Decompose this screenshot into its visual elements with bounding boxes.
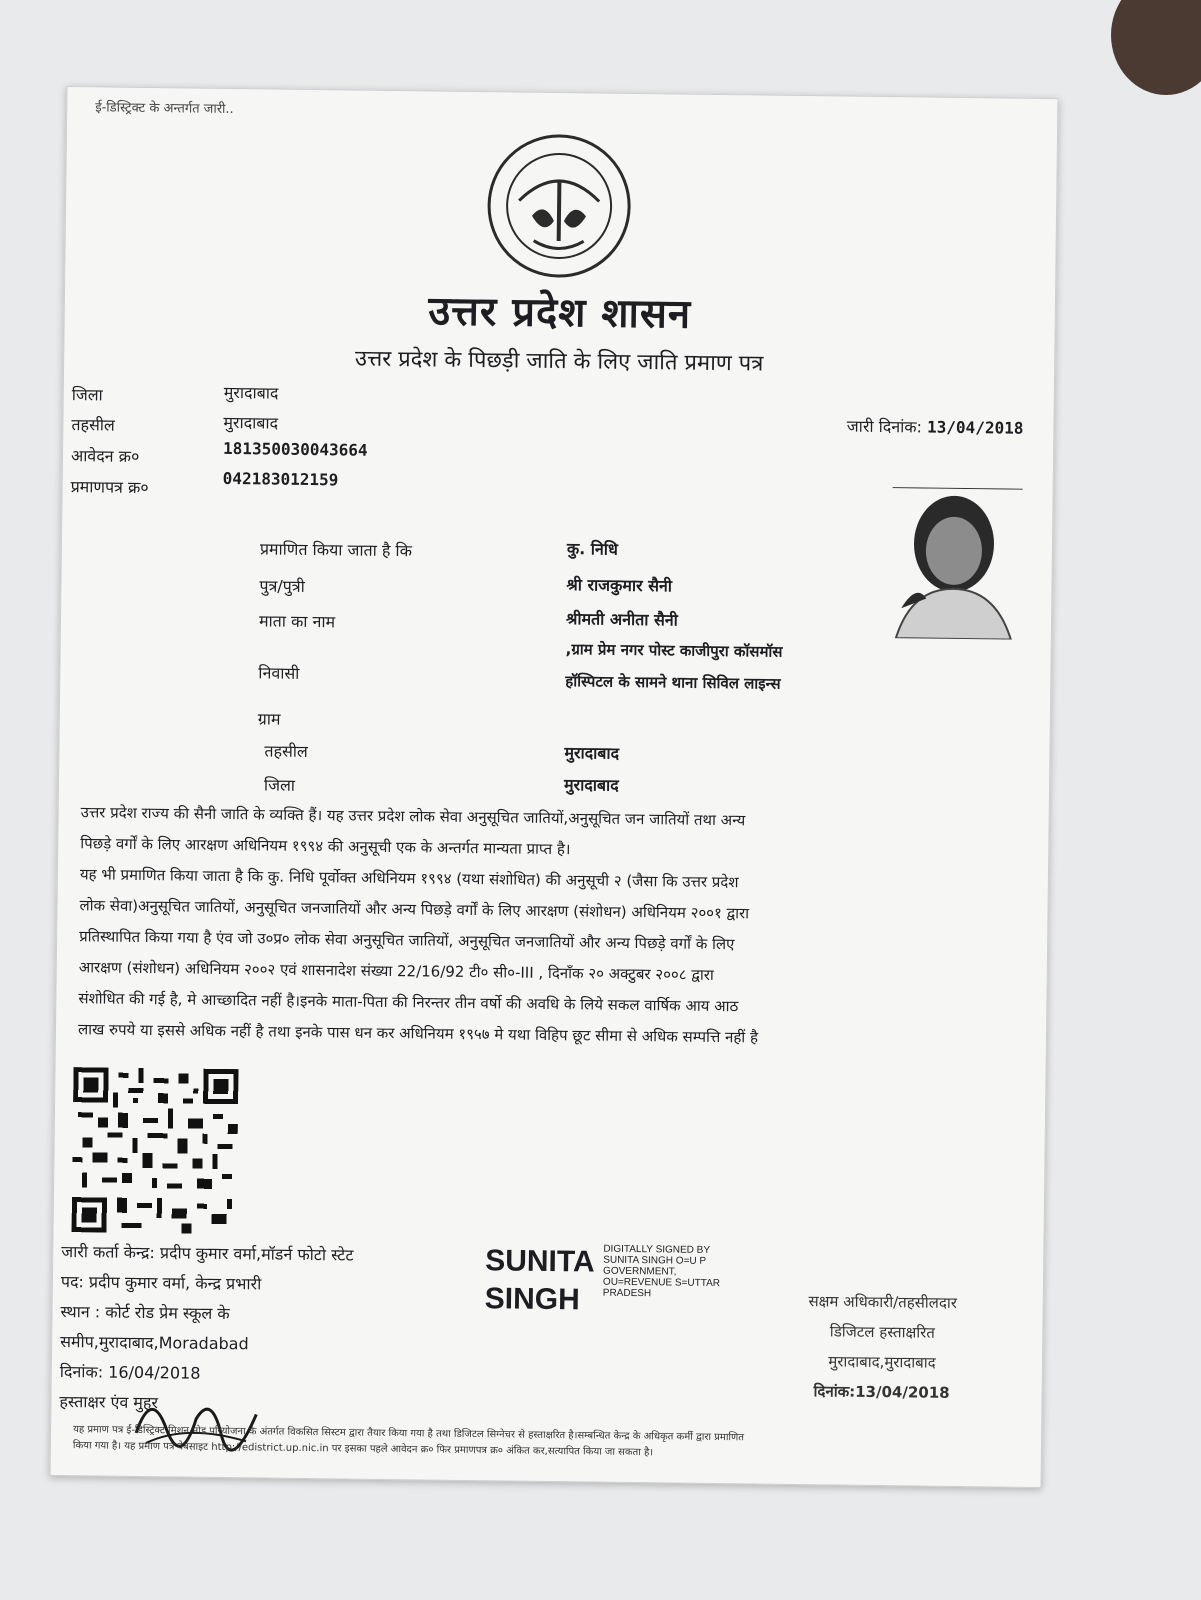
officer-digital-sign: डिजिटल हस्ताक्षरित xyxy=(829,1322,935,1342)
meta-value-certificate-no: 042183012159 xyxy=(222,468,339,490)
meta-label-district: जिला xyxy=(71,385,103,405)
issuer-post: पद: प्रदीप कुमार वर्मा, केन्द्र प्रभारी xyxy=(60,1272,262,1294)
footer-line-1: यह प्रमाण पत्र ई-डिस्ट्रिक्ट मिशन मोड परियोजना के अंतर्गत विकसित सिस्टम द्वारा तैयार किया गया है तथा डिजिटल सिग्नेचर से हस्ताक्षरित है।सम्बन्धित केन्द्र के अधिकृत कर्मी द्वारा प्रमाणित xyxy=(73,1424,745,1444)
paragraph-line: आरक्षण (संशोधन) अधिनियम २००२ एवं शासनादेश संख्या 22/16/92 टी० सी०-III , दिनाँक २० अक्टुबर २००८ द्वारा xyxy=(78,958,714,984)
village-label: ग्राम xyxy=(257,709,281,729)
signature-first-name: SUNITA xyxy=(485,1244,595,1279)
paragraph-line: संशोधित की गई है, मे आच्छादित नहीं है।इनके माता-पिता की निरन्तर तीन वर्षो की अवधि के लिये सकल वार्षिक आय आठ xyxy=(78,989,739,1016)
officer-date: दिनांक:13/04/2018 xyxy=(813,1382,950,1402)
parent-label: पुत्र/पुत्री xyxy=(259,576,305,596)
officer-block xyxy=(751,1285,1012,1408)
meta-value-district: मुरादाबाद xyxy=(223,382,279,403)
footer-line-2: किया गया है। यह प्रमाण पत्र वेबसाइट http://edistrict.up.nic.in पर इसका पहले आवेदन क्र० फिर प्रमाणपत्र क्र० अंकित कर,सत्यापित किया जा सकता है। xyxy=(72,1440,654,1459)
paragraph-line: लोक सेवा)अनुसूचित जातियों, अनुसूचित जनजातियों और अन्य पिछड़े वर्गों के लिए आरक्षण (संशोधन) अधिनियम २००१ द्वारा xyxy=(79,896,750,923)
edistrict-note: ई-डिस्ट्रिक्ट के अन्तर्गत जारी.. xyxy=(95,100,234,118)
certificate-paper xyxy=(50,86,1059,1488)
paragraph-line: लाख रुपये या इससे अधिक नहीं है तथा इनके पास धन कर अधिनियम १९५७ मे यथा विहिप छूट सीमा से अधिक सम्पत्ति नहीं है xyxy=(77,1020,759,1047)
caste-paragraph-2 xyxy=(78,859,1035,1057)
issue-date-label: जारी दिनांक: xyxy=(846,416,923,437)
paragraph-line: प्रतिस्थापित किया गया है एंव जो उ०प्र० लोक सेवा अनुसूचित जातियों, अनुसूचित जनजातियों और अन्य पिछड़े वर्गों के लिए xyxy=(79,927,735,954)
digital-signature-name xyxy=(485,1242,595,1319)
meta-value-application-no: 181350030043664 xyxy=(222,438,368,460)
meta-label-tehsil: तहसील xyxy=(71,415,115,435)
finger-thumb xyxy=(1111,0,1201,95)
paragraph-line-faded: पिछड़े वर्गों के लिए आरक्षण अधिनियम १९९४ की अनुसूची एक के अन्तर्गत मान्यता प्राप्त है। xyxy=(80,834,571,859)
issuer-date: दिनांक: 16/04/2018 xyxy=(59,1362,201,1383)
mother-label: माता का नाम xyxy=(258,611,336,632)
issuer-center: जारी कर्ता केन्द्र: प्रदीप कुमार वर्मा,मॉडर्न फोटो स्टेट xyxy=(61,1242,354,1265)
parent-value: श्री राजकुमार सैनी xyxy=(566,575,673,596)
qr-code xyxy=(72,1067,239,1234)
issue-date xyxy=(847,415,1024,439)
certify-label: प्रमाणित किया जाता है कि xyxy=(259,539,413,561)
paragraph-line: यह भी प्रमाणित किया जाता है कि कु. निधि पूर्वोक्त अधिनियम १९९४ (यथा संशोधित) की अनुसूची २ (जैसा कि उत्तर प्रदेश xyxy=(79,865,739,892)
address-line-2: हॉस्पिटल के सामने थाना सिविल लाइन्स xyxy=(565,672,781,693)
district-label: जिला xyxy=(263,775,296,795)
applicant-photo xyxy=(891,487,1023,640)
meta-label-application-no: आवेदन क्र० xyxy=(70,446,140,466)
issuer-place-cont: समीप,मुरादाबाद,Moradabad xyxy=(60,1332,249,1354)
officer-designation: सक्षम अधिकारी/तहसीलदार xyxy=(808,1292,958,1312)
meta-label-certificate-no: प्रमाणपत्र क्र० xyxy=(70,477,149,498)
resident-label: निवासी xyxy=(258,663,300,683)
signature-last-name: SINGH xyxy=(484,1282,580,1317)
certificate-title: उत्तर प्रदेश के पिछड़ी जाति के लिए जाति प्रमाण पत्र xyxy=(354,346,764,377)
up-government-seal-icon xyxy=(483,130,635,282)
officer-location: मुरादाबाद,मुरादाबाद xyxy=(828,1352,936,1372)
issuer-signature-label: हस्ताक्षर एंव मुहर xyxy=(59,1392,159,1413)
meta-value-tehsil: मुरादाबाद xyxy=(223,412,279,433)
digital-signature-note: DIGITALLY SIGNED BY SUNITA SINGH O=U P GOVERNMENT, OU=REVENUE S=UTTAR PRADESH xyxy=(602,1243,721,1300)
government-title: उत्तर प्रदेश शासन xyxy=(428,288,692,338)
address-line-1: ,ग्राम प्रेम नगर पोस्ट काजीपुरा कॉसमॉस xyxy=(565,640,783,661)
issue-date-value: 13/04/2018 xyxy=(926,417,1024,438)
tehsil-label: तहसील xyxy=(264,741,308,761)
district-value: मुरादाबाद xyxy=(563,775,619,795)
issuer-place: स्थान : कोर्ट रोड प्रेम स्कूल के xyxy=(60,1302,230,1324)
mother-value: श्रीमती अनीता सैनी xyxy=(565,609,678,630)
verification-footer xyxy=(73,1422,1028,1466)
tehsil-value: मुरादाबाद xyxy=(564,743,620,763)
certify-value: कु. निधि xyxy=(566,539,618,559)
paragraph-line: उत्तर प्रदेश राज्य की सैनी जाति के व्यक्ति हैं। यह उत्तर प्रदेश लोक सेवा अनुसूचित जातियों,अनुसूचित जन जातियों तथा अन्य xyxy=(80,803,746,830)
caste-paragraph-1 xyxy=(80,797,1036,871)
